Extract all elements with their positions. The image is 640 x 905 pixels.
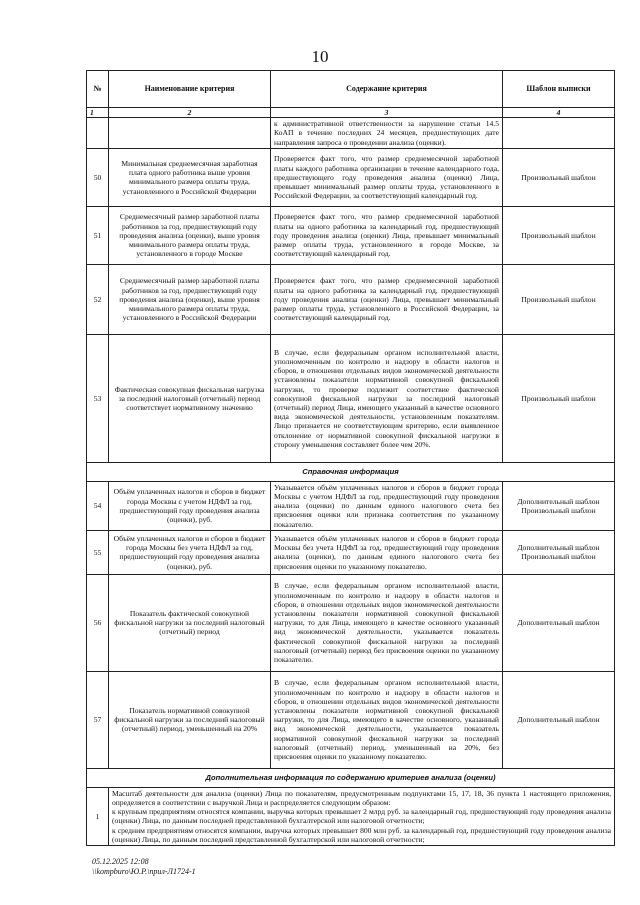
continuation-name <box>109 118 271 149</box>
row-50-num: 50 <box>87 148 109 206</box>
row-55-content: Указывается объём уплаченных налогов и сборов в бюджет города Москвы без учета НДФЛ за год, предшествующий году проведения анализа (оценки), по данным единого налогового счета без присвоения оценки по указанному показателю. <box>271 530 503 574</box>
footer-path: \\kompburo\Ю.Р.\прил-Л1724-1 <box>92 867 196 876</box>
table-row-additional-1 <box>87 787 615 845</box>
row-51-num: 51 <box>87 206 109 264</box>
row-51-content: Проверяется факт того, что размер среднемесячной заработной платы на одного работника за календарный год, предшествующий году проведения анализа (оценки) Лица, превышает минимальный размер оплаты труда, установленного в городе Москве, за соответствующий календарный год. <box>271 206 503 264</box>
row-53-content: В случае, если федеральным органом исполнительной власти, уполномоченным по контролю и надзору в области налогов и сборов, в отношении отдельных видов экономической деятельности установлены показатели нормативной совокупной фискальной нагрузки, то проверке подлежит соответствие фактической совокупной фискальной нагрузки за последний налоговый (отчетный) период Лица, имеющего указанный в качестве основного вида экономической деятельности, установленным показателям. Лицо признается не соответствующим критерию, если выявленное отклонение от нормативной совокупной фискальной нагрузки в сторону уменьшения составляет более чем 20%. <box>271 334 503 462</box>
row-50-name: Минимальная среднемесячная заработная плата одного работника выше уровня минимального размера оплаты труда, установленного в Российской Федерации <box>109 148 271 206</box>
header-content: Содержание критерия <box>271 71 503 108</box>
row-50-content: Проверяется факт того, что размер среднемесячной заработной платы каждого работника организации в течение календарного года, предшествующего году проведения анализа (оценки) Лица, превышает минимальный размер оплаты труда, установленного в Российской Федерации, за соответствующий календарный год. <box>271 148 503 206</box>
table-row-51 <box>87 206 615 264</box>
row-56-template: Дополнительный шаблон <box>503 574 615 671</box>
additional-paragraph-2: к крупным предприятиям относятся компании, выручка которых превышает 2 млрд руб. за календарный год, предшествующий году проведения анализа (оценки) Лица, по данным последней представленной бухгалтерской или налоговой отчетности; <box>112 807 611 826</box>
row-57-template: Дополнительный шаблон <box>503 671 615 768</box>
additional-paragraph-3: к средним предприятиям относятся компании, выручка которых превышает 800 млн руб. за календарный год, предшествующий году проведения анализа (оценки) Лица, по данным последней представленной бухгалтерской или налоговой отчетности; <box>112 825 611 844</box>
table-row-53 <box>87 334 615 462</box>
table-row-50 <box>87 148 615 206</box>
additional-row-num: 1 <box>87 787 109 845</box>
table-row-55 <box>87 530 615 574</box>
column-index-1: 1 <box>87 108 109 118</box>
row-52-num: 52 <box>87 264 109 334</box>
row-56-name: Показатель фактической совокупной фискальной нагрузки за последний налоговый (отчетный) период <box>109 574 271 671</box>
table-row-continuation <box>87 118 615 149</box>
criteria-table <box>86 70 615 846</box>
row-56-content: В случае, если федеральным органом исполнительной власти, уполномоченным по контролю и надзору в области налогов и сборов, в отношении отдельных видов экономической деятельности установлены показатели нормативной совокупной фискальной нагрузки, то для Лица, имеющего в качестве основного указанный вид экономической деятельности, указывается показатель фактической совокупной фискальной нагрузки за последний налоговый (отчетный) период без присвоения оценки по указанному показателю. <box>271 574 503 671</box>
column-index-row <box>87 108 615 118</box>
header-num: № <box>87 71 109 108</box>
continuation-num <box>87 118 109 149</box>
row-52-name: Среднемесячный размер заработной платы работников за год, предшествующий году проведения анализа (оценки), выше уровня минимального размера оплаты труда, установленного в Российской Федерации <box>109 264 271 334</box>
section-title-additional: Дополнительная информация по содержанию критериев анализа (оценки) <box>87 768 615 787</box>
column-index-4: 4 <box>503 108 615 118</box>
row-52-content: Проверяется факт того, что размер среднемесячной заработной платы на одного работника за календарный год, предшествующий году проведения анализа (оценки) Лица, превышает минимальный размер оплаты труда, установленного в Российской Федерации, за соответствующий календарный год. <box>271 264 503 334</box>
table-header-row <box>87 71 615 108</box>
row-55-num: 55 <box>87 530 109 574</box>
table-row-57 <box>87 671 615 768</box>
row-54-template: Дополнительный шаблон Произвольный шаблон <box>503 481 615 530</box>
header-template: Шаблон выписки <box>503 71 615 108</box>
section-row-reference <box>87 462 615 481</box>
section-title-reference: Справочная информация <box>87 462 615 481</box>
row-55-name: Объём уплаченных налогов и сборов в бюджет города Москвы без учета НДФЛ за год, предшествующий году проведения анализа (оценки), руб. <box>109 530 271 574</box>
column-index-3: 3 <box>271 108 503 118</box>
row-51-name: Среднемесячный размер заработной платы работников за год, предшествующий году проведения анализа (оценки), выше уровня минимального размера оплаты труда, установленного в городе Москве <box>109 206 271 264</box>
page-number: 10 <box>311 47 329 66</box>
row-53-num: 53 <box>87 334 109 462</box>
additional-row-content <box>109 787 615 845</box>
row-57-name: Показатель нормативной совокупной фискальной нагрузки за последний налоговый (отчетный) период, уменьшенный на 20% <box>109 671 271 768</box>
row-55-template: Дополнительный шаблон Произвольный шаблон <box>503 530 615 574</box>
document-footer <box>92 857 392 877</box>
table-row-56 <box>87 574 615 671</box>
additional-paragraph-1: Масштаб деятельности для анализа (оценки) Лица по показателям, предусмотренным подпунктами 15, 17, 18, 36 пункта 1 настоящего приложения, определяется в соответствии с выручкой Лица и распределяется следующим образом: <box>112 788 611 808</box>
section-row-additional <box>87 768 615 787</box>
table-row-54 <box>87 481 615 530</box>
row-53-name: Фактическая совокупная фискальная нагрузка за последний налоговый (отчетный) период соответствует нормативному значению <box>109 334 271 462</box>
footer-date: 05.12.2025 12:08 <box>92 857 149 866</box>
row-51-template: Произвольный шаблон <box>503 206 615 264</box>
row-57-num: 57 <box>87 671 109 768</box>
row-57-content: В случае, если федеральным органом исполнительной власти, уполномоченным по контролю и надзору в области налогов и сборов, в отношении отдельных видов экономической деятельности установлены показатели нормативной совокупной фискальной нагрузки, то для Лица, имеющего в качестве основного, указанный вид экономической деятельности, указывается показатель нормативной совокупной фискальной нагрузки за последний налоговый (отчетный) период, уменьшенный на 20%, без присвоения оценки по указанному показателю. <box>271 671 503 768</box>
header-name: Наименование критерия <box>109 71 271 108</box>
table-row-52 <box>87 264 615 334</box>
row-54-content: Указывается объём уплаченных налогов и сборов в бюджет города Москвы с учетом НДФЛ за год, предшествующий году проведения анализа (оценки) по данным единого налогового счета без присвоения оценки или признака соответствия по указанному показателю. <box>271 481 503 530</box>
row-54-name: Объём уплаченных налогов и сборов в бюджет города Москвы с учетом НДФЛ за год, предшествующий году проведения анализа (оценки), руб. <box>109 481 271 530</box>
continuation-template <box>503 118 615 149</box>
row-53-template: Произвольный шаблон <box>503 334 615 462</box>
row-50-template: Произвольный шаблон <box>503 148 615 206</box>
column-index-2: 2 <box>109 108 271 118</box>
continuation-content: к административной ответственности за нарушение статьи 14.5 КоАП в течение последних 24 месяцев, предшествующих дате направления запроса о проведении анализа (оценки). <box>271 118 503 149</box>
row-54-num: 54 <box>87 481 109 530</box>
row-56-num: 56 <box>87 574 109 671</box>
row-52-template: Произвольный шаблон <box>503 264 615 334</box>
